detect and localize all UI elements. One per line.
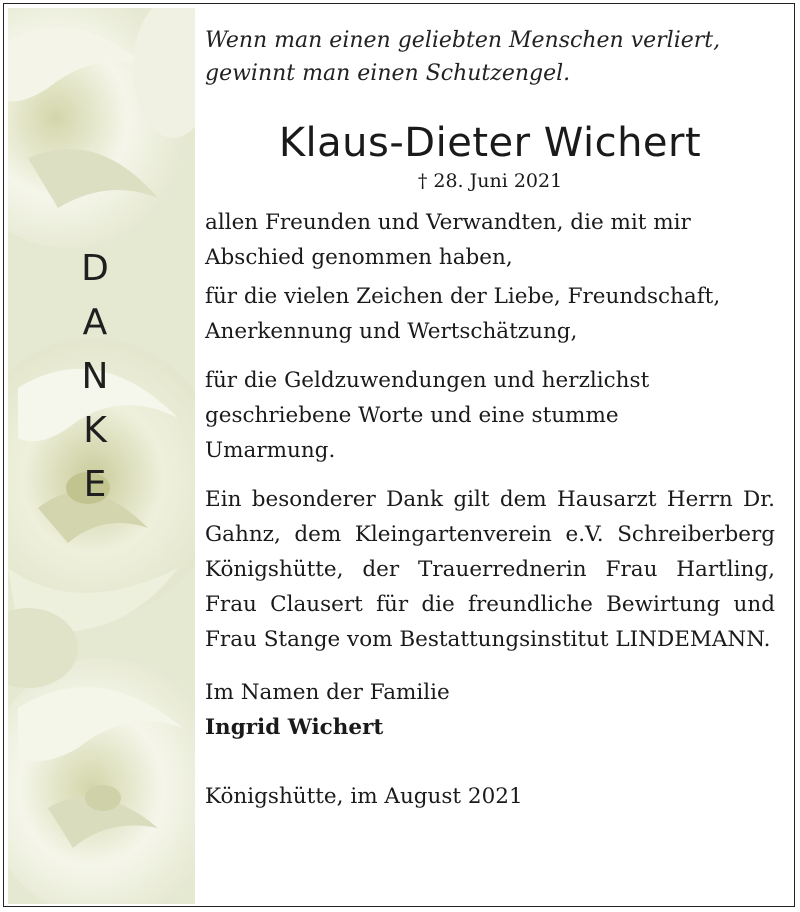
text-line: allen Freunden und Verwandten, die mit mir — [205, 210, 691, 235]
signature-name: Ingrid Wichert — [205, 715, 384, 740]
danke-letter: D — [81, 248, 109, 289]
signature-intro: Im Namen der Familie — [205, 680, 450, 705]
place-and-date: Königshütte, im August 2021 — [205, 784, 523, 809]
special-thanks-paragraph: Ein besonderer Dank gilt dem Hausarzt Herrn Dr. Gahnz, dem Kleingartenverein e.V. Schreiberberg Königshütte, der Trauerrednerin Frau Hartling, Frau Clausert für die freundliche Bewirtung und Frau Stange vom Bestattungsinstitut LINDEMANN. — [205, 487, 775, 652]
text-line: Umarmung. — [205, 438, 336, 463]
text-line: geschriebene Worte und eine stumme — [205, 403, 619, 428]
thanks-paragraph-1 — [205, 205, 775, 275]
text-line: Abschied genommen haben, — [205, 245, 513, 270]
danke-letter: A — [82, 302, 108, 343]
quote-line: gewinnt man einen Schutzengel. — [205, 61, 571, 86]
thanks-paragraph-3 — [205, 363, 775, 468]
deceased-name: Klaus-Dieter Wichert — [278, 120, 702, 166]
quote-line: Wenn man einen geliebten Menschen verliert, — [205, 28, 721, 53]
danke-letter: K — [83, 410, 107, 451]
opening-quote — [205, 24, 775, 90]
danke-letter: E — [83, 464, 107, 505]
thanks-paragraph-2 — [205, 279, 775, 349]
notice-text — [205, 24, 775, 814]
text-line: für die Geldzuwendungen und herzlichst — [205, 368, 650, 393]
signature-block — [205, 675, 775, 745]
danke-vertical-word — [70, 242, 120, 512]
text-line: Anerkennung und Wertschätzung, — [205, 319, 578, 344]
death-date: † 28. Juni 2021 — [417, 170, 563, 192]
danke-letter: N — [81, 356, 109, 397]
text-line: für die vielen Zeichen der Liebe, Freundschaft, — [205, 284, 721, 309]
